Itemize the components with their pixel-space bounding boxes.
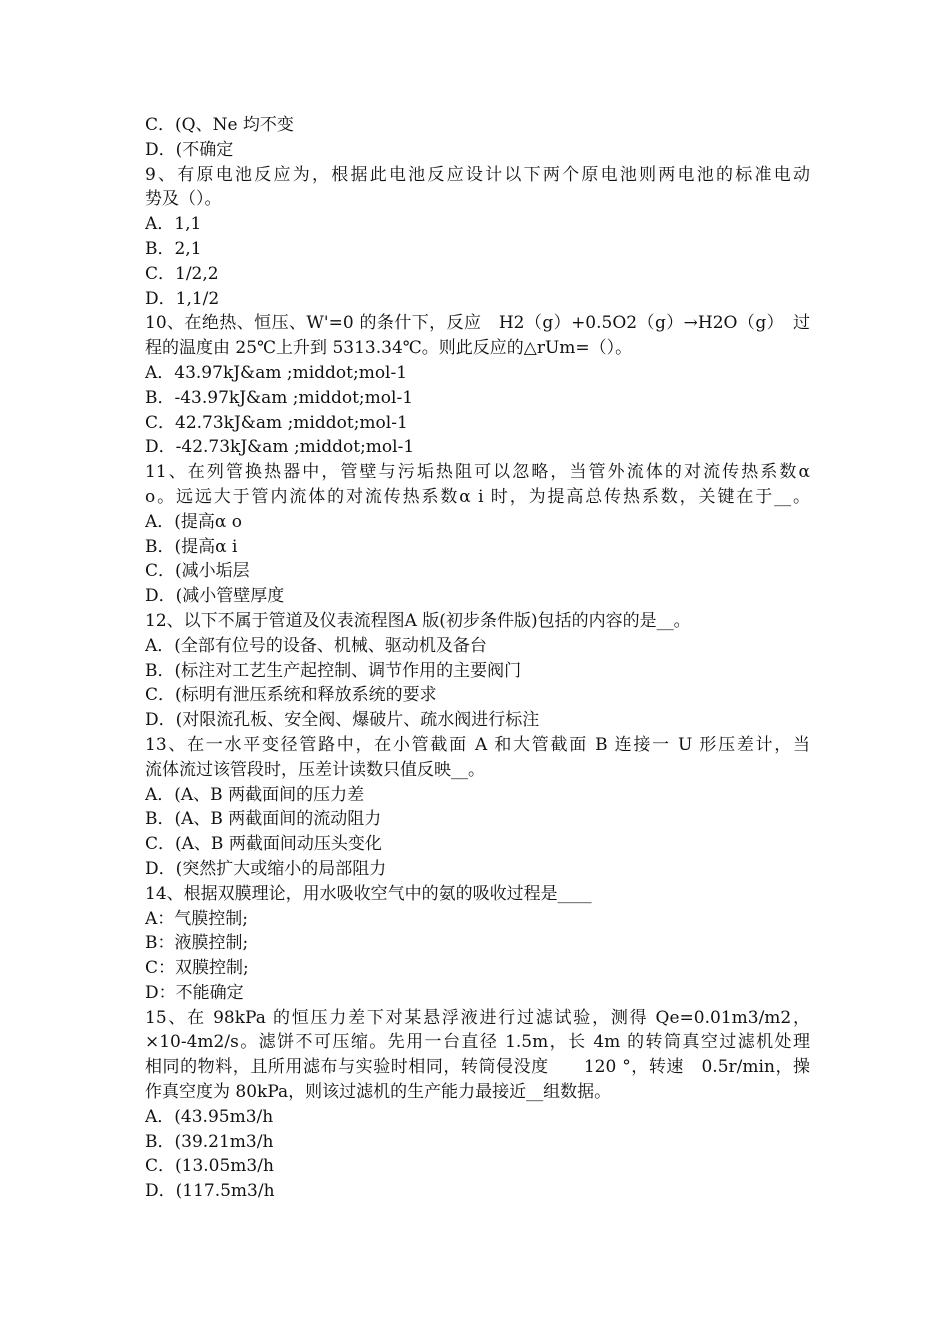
question-11-text: o。远远大于管内流体的对流传热系数α i 时，为提高总传热系数，关键在于__。 bbox=[145, 486, 810, 507]
option-a: A：气膜控制; bbox=[145, 908, 249, 929]
question-9-text: 9、有原电池反应为，根据此电池反应设计以下两个原电池则两电池的标准电动 bbox=[145, 164, 810, 185]
option-a: A．(提高α o bbox=[145, 511, 243, 532]
option-b: B．(提高α i bbox=[145, 536, 238, 557]
question-10-text: 10、在绝热、恒压、W'=0 的条什下，反应 H2（g）+0.5O2（g）→H2O（g） 过 bbox=[145, 313, 810, 334]
option-c: C．42.73kJ&am ;middot;mol-1 bbox=[145, 412, 408, 433]
option-b: B：液膜控制; bbox=[145, 933, 249, 954]
option-d: D．(减小管壁厚度 bbox=[145, 586, 285, 607]
option-a: A．43.97kJ&am ;middot;mol-1 bbox=[145, 362, 408, 383]
document-page bbox=[145, 113, 810, 1204]
text-line: C．(Q、Ne 均不变 bbox=[145, 115, 294, 135]
question-15-text: ×10-4m2/s。滤饼不可压缩。先用一台直径 1.5m，长 4m 的转筒真空过滤机处理 bbox=[145, 1032, 810, 1053]
option-d: D：不能确定 bbox=[145, 982, 244, 1003]
option-b: B．(A、B 两截面间的流动阻力 bbox=[145, 809, 382, 830]
option-c: C．(13.05m3/h bbox=[145, 1156, 274, 1177]
option-c: C．1/2,2 bbox=[145, 263, 219, 284]
option-a: A．1,1 bbox=[145, 214, 202, 235]
option-d: D．(117.5m3/h bbox=[145, 1181, 275, 1202]
question-14-text: 14、根据双膜理论，用水吸收空气中的氨的吸收过程是____ bbox=[145, 883, 592, 904]
question-9-text: 势及（）。 bbox=[145, 189, 222, 210]
option-c: C．(A、B 两截面间动压头变化 bbox=[145, 834, 382, 855]
option-d: D．(突然扩大或缩小的局部阻力 bbox=[145, 858, 387, 879]
question-15-text: 相同的物料，且所用滤布与实验时相同，转筒侵没度 120 °，转速 0.5r/min，操 bbox=[145, 1057, 810, 1078]
option-c: C．(减小垢层 bbox=[145, 561, 250, 582]
option-b: B．2,1 bbox=[145, 238, 202, 259]
text-line: D．(不确定 bbox=[145, 139, 234, 160]
option-d: D．(对限流孔板、安全阀、爆破片、疏水阀进行标注 bbox=[145, 710, 540, 731]
option-a: A．(A、B 两截面间的压力差 bbox=[145, 784, 365, 805]
question-12-text: 12、以下不属于管道及仪表流程图A 版(初步条件版)包括的内容的是__。 bbox=[145, 610, 691, 631]
option-b: B．(标注对工艺生产起控制、调节作用的主要阀门 bbox=[145, 660, 522, 681]
option-d: D．-42.73kJ&am ;middot;mol-1 bbox=[145, 437, 415, 458]
option-c: C：双膜控制; bbox=[145, 958, 249, 979]
question-10-text: 程的温度由 25℃上升到 5313.34℃。则此反应的△rUm=（）。 bbox=[145, 338, 633, 359]
question-13-text: 流体流过该管段时，压差计读数只值反映__。 bbox=[145, 759, 485, 780]
question-13-text: 13、在一水平变径管路中，在小管截面 A 和大管截面 B 连接一 U 形压差计，当 bbox=[145, 734, 810, 755]
option-a: A．(43.95m3/h bbox=[145, 1106, 274, 1127]
question-11-text: 11、在列管换热器中，管壁与污垢热阻可以忽略，当管外流体的对流传热系数α bbox=[145, 462, 810, 483]
question-15-text: 15、在 98kPa 的恒压力差下对某悬浮液进行过滤试验，测得 Qe=0.01m3/m2， bbox=[145, 1007, 810, 1028]
question-15-text: 作真空度为 80kPa，则该过滤机的生产能力最接近__组数据。 bbox=[145, 1082, 612, 1103]
option-c: C．(标明有泄压系统和释放系统的要求 bbox=[145, 685, 437, 706]
option-d: D．1,1/2 bbox=[145, 288, 220, 309]
option-b: B．(39.21m3/h bbox=[145, 1131, 274, 1152]
option-b: B．-43.97kJ&am ;middot;mol-1 bbox=[145, 387, 414, 408]
option-a: A．(全部有位号的设备、机械、驱动机及备台 bbox=[145, 635, 487, 656]
